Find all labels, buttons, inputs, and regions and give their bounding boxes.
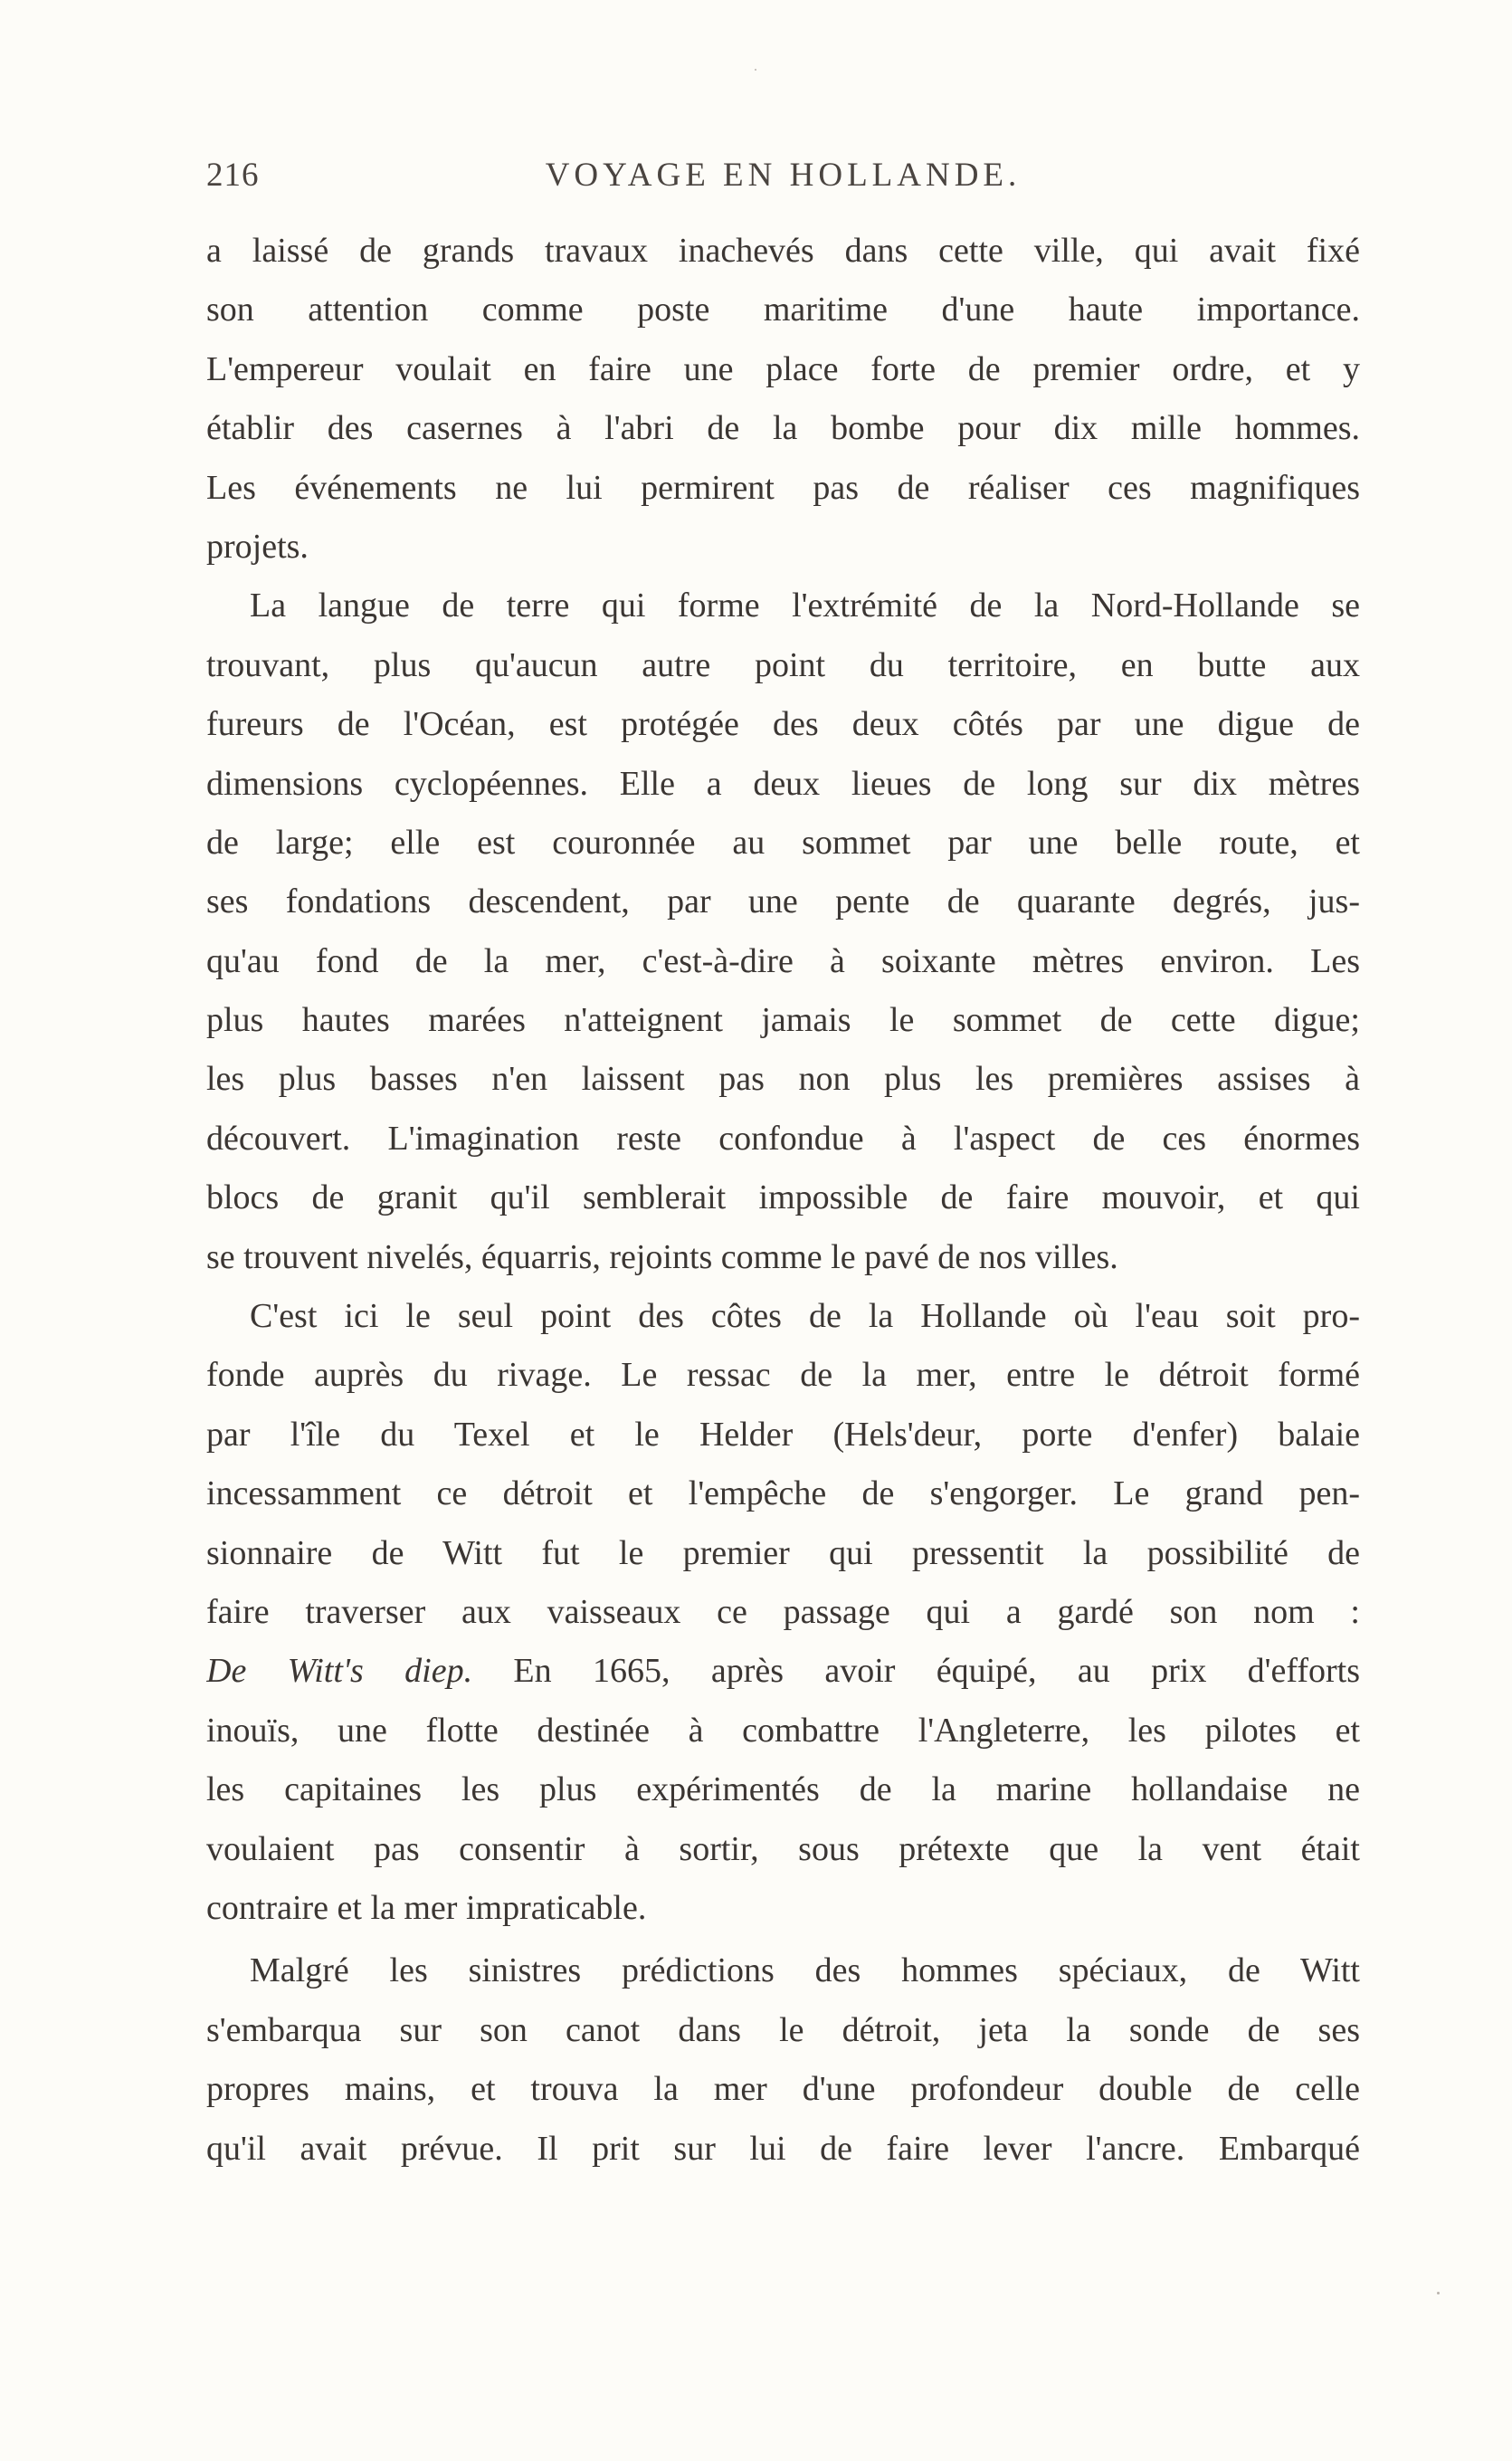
text-line: L'empereur voulait en faire une place forte de premier ordre, et y — [206, 349, 1360, 388]
text-line: découvert. L'imagination reste confondue à l'aspect de ces énormes — [206, 1119, 1360, 1158]
text-line: qu'au fond de la mer, c'est-à-dire à soixante mètres environ. Les — [206, 941, 1360, 980]
text-line: inouïs, une flotte destinée à combattre l'Angleterre, les pilotes et — [206, 1711, 1360, 1750]
paper-speck — [755, 69, 756, 71]
text-line: les capitaines les plus expérimentés de la marine hollandaise ne — [206, 1770, 1360, 1809]
text-line: fonde auprès du rivage. Le ressac de la mer, entre le détroit formé — [206, 1356, 1360, 1395]
text-line: les plus basses n'en laissent pas non plus les premières assises à — [206, 1060, 1360, 1099]
text-line: a laissé de grands travaux inachevés dans cette ville, qui avait fixé — [206, 232, 1360, 270]
text-line: plus hautes marées n'atteignent jamais le sommet de cette digue; — [206, 1001, 1360, 1040]
text-line: de large; elle est couronnée au sommet par une belle route, et — [206, 823, 1360, 862]
paper-speck — [1437, 2292, 1440, 2294]
text-line: propres mains, et trouva la mer d'une profondeur double de celle — [206, 2070, 1360, 2109]
text-line: établir des casernes à l'abri de la bombe pour dix mille hommes. — [206, 409, 1360, 448]
text-line: par l'île du Texel et le Helder (Hels'deur, porte d'enfer) balaie — [206, 1415, 1360, 1454]
text-line: Les événements ne lui permirent pas de réaliser ces magnifiques — [206, 468, 1360, 507]
running-title: VOYAGE EN HOLLANDE. — [545, 157, 1022, 194]
text-span: En 1665, après avoir équipé, au prix d'efforts — [472, 1652, 1360, 1691]
text-line: qu'il avait prévue. Il prit sur lui de faire lever l'ancre. Embarqué — [206, 2129, 1360, 2168]
text-line: ses fondations descendent, par une pente de quarante degrés, jus- — [206, 882, 1360, 921]
text-line: Malgré les sinistres prédictions des hommes spéciaux, de Witt — [250, 1951, 1360, 1990]
text-line: fureurs de l'Océan, est protégée des deux côtés par une digue de — [206, 705, 1360, 744]
text-line: se trouvent nivelés, équarris, rejoints comme le pavé de nos villes. — [206, 1237, 1118, 1276]
text-line: La langue de terre qui forme l'extrémité de la Nord-Hollande se — [250, 587, 1360, 625]
text-line: dimensions cyclopéennes. Elle a deux lieues de long sur dix mètres — [206, 764, 1360, 803]
text-line: s'embarqua sur son canot dans le détroit, jeta la sonde de ses — [206, 2010, 1360, 2049]
italic-channel-name: De Witt's diep. — [206, 1652, 473, 1691]
text-line: faire traverser aux vaisseaux ce passage qui a gardé son nom : — [206, 1592, 1360, 1631]
page-header — [206, 156, 1360, 210]
page-number: 216 — [206, 157, 260, 194]
text-line: sionnaire de Witt fut le premier qui pressentit la possibilité de — [206, 1533, 1360, 1572]
text-line: contraire et la mer impraticable. — [206, 1888, 647, 1927]
text-line-with-italic — [206, 1642, 1360, 1701]
text-line: trouvant, plus qu'aucun autre point du territoire, en butte aux — [206, 645, 1360, 684]
text-line: C'est ici le seul point des côtes de la Hollande où l'eau soit pro- — [250, 1297, 1360, 1336]
text-line: blocs de granit qu'il semblerait impossible de faire mouvoir, et qui — [206, 1178, 1360, 1217]
text-line: voulaient pas consentir à sortir, sous prétexte que la vent était — [206, 1829, 1360, 1868]
text-line: son attention comme poste maritime d'une haute importance. — [206, 291, 1360, 329]
text-line: incessamment ce détroit et l'empêche de s'engorger. Le grand pen- — [206, 1474, 1360, 1513]
text-line: projets. — [206, 527, 309, 566]
body-text — [206, 222, 1360, 2179]
